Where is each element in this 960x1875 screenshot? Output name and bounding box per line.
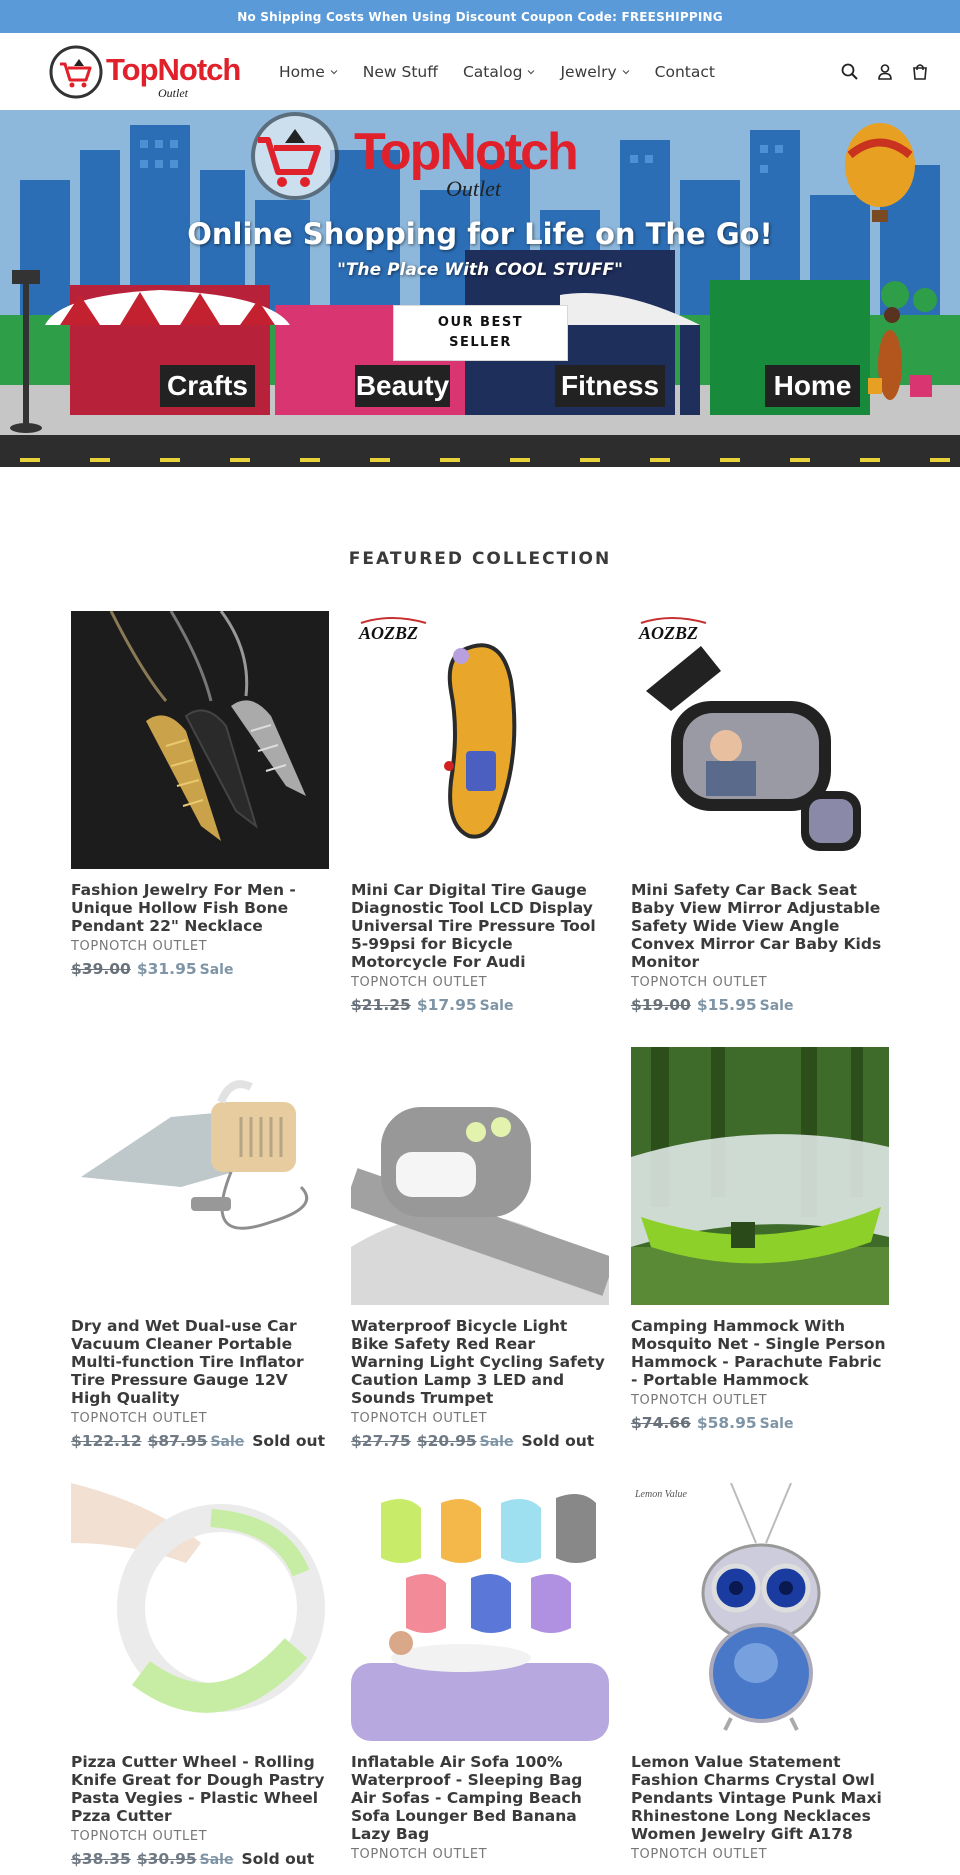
product-image[interactable] <box>351 611 609 869</box>
product-title[interactable]: Mini Safety Car Back Seat Baby View Mirror Adjustable Safety Wide View Angle Convex Mirror Car Baby Kids Monitor <box>631 881 882 971</box>
product-vendor: TOPNOTCH OUTLET <box>351 1411 488 1426</box>
product-title[interactable]: Waterproof Bicycle Light Bike Safety Red Rear Warning Light Cycling Safety Caution Lamp 3 LED and Sounds Trumpet <box>351 1317 605 1407</box>
sale-label: Sale <box>479 998 514 1014</box>
logo-sub: Outlet <box>158 86 188 100</box>
product-price <box>71 1432 329 1450</box>
sale-label: Sale <box>759 1416 794 1432</box>
product-image[interactable] <box>351 1483 609 1741</box>
product-price <box>351 996 609 1014</box>
store-sign-crafts: Crafts <box>167 370 248 401</box>
product-image[interactable] <box>631 1483 889 1741</box>
product-price <box>631 1414 889 1432</box>
sale-label: Sale <box>759 998 794 1014</box>
hero-logo-text: TopNotch <box>354 123 577 181</box>
brand-label: AOZBZ <box>639 623 699 643</box>
regular-price: $39.00 <box>71 960 131 978</box>
chevron-down-icon <box>622 68 630 76</box>
sale-price: $15.95 <box>696 996 757 1014</box>
store-sign-fitness: Fitness <box>560 370 660 401</box>
hero-title: Online Shopping for Life on The Go! <box>187 217 773 251</box>
product-price <box>71 1850 329 1868</box>
regular-price: $21.25 <box>351 996 411 1014</box>
featured-collection-title: FEATURED COLLECTION <box>348 549 612 569</box>
regular-price: $27.75 <box>351 1432 411 1450</box>
chevron-down-icon <box>330 68 338 76</box>
product-vendor: TOPNOTCH OUTLET <box>71 939 208 954</box>
product-image[interactable] <box>631 1047 889 1305</box>
sale-label: Sale <box>199 1852 234 1868</box>
product-card[interactable] <box>71 1047 329 1450</box>
account-icon[interactable] <box>875 62 895 82</box>
main-nav <box>279 33 740 110</box>
product-vendor: TOPNOTCH OUTLET <box>71 1829 208 1844</box>
product-card[interactable] <box>351 1483 609 1862</box>
logo-name: TopNotch <box>106 52 241 87</box>
chevron-down-icon <box>527 68 535 76</box>
product-image[interactable] <box>71 611 329 869</box>
product-vendor: TOPNOTCH OUTLET <box>631 975 768 990</box>
logo-text <box>106 44 256 100</box>
product-vendor: TOPNOTCH OUTLET <box>631 1847 768 1862</box>
sale-label: Sale <box>199 962 234 978</box>
product-price <box>71 960 329 978</box>
regular-price: $122.12 <box>71 1432 142 1450</box>
nav-label: Home <box>279 62 325 81</box>
regular-price: $38.35 <box>71 1850 131 1868</box>
nav-label: Jewelry <box>560 62 617 81</box>
cart-logo-icon <box>48 44 104 100</box>
nav-label: Catalog <box>462 62 523 81</box>
product-title[interactable]: Pizza Cutter Wheel - Rolling Knife Great for Dough Pastry Pasta Vegies - Plastic Wheel Pzza Cutter <box>71 1753 325 1825</box>
product-vendor: TOPNOTCH OUTLET <box>631 1393 768 1408</box>
search-icon[interactable] <box>840 62 860 82</box>
product-title[interactable]: Camping Hammock With Mosquito Net - Single Person Hammock - Parachute Fabric - Portable Hammock <box>631 1317 886 1389</box>
product-card[interactable] <box>351 611 609 1014</box>
regular-price: $74.66 <box>631 1414 691 1432</box>
sold-out-label: Sold out <box>521 1432 595 1450</box>
hero-logo-sub: Outlet <box>446 176 501 201</box>
store-sign-beauty: Beauty <box>355 370 450 401</box>
sale-price: $58.95 <box>696 1414 757 1432</box>
product-vendor: TOPNOTCH OUTLET <box>351 1847 488 1862</box>
header-icons <box>825 33 930 110</box>
nav-new-stuff[interactable] <box>363 63 438 81</box>
product-image[interactable] <box>631 611 889 869</box>
nav-label: Contact <box>654 62 715 81</box>
product-card[interactable] <box>71 1483 329 1868</box>
best-seller-button[interactable] <box>393 305 568 361</box>
product-image[interactable] <box>71 1483 329 1741</box>
product-title[interactable]: Lemon Value Statement Fashion Charms Crystal Owl Pendants Vintage Punk Maxi Rhinestone Long Necklaces Women Jewelry Gift A178 <box>631 1753 882 1843</box>
brand-label: Lemon Value <box>635 1489 687 1500</box>
product-card[interactable] <box>631 611 889 1014</box>
site-logo[interactable] <box>48 44 258 100</box>
product-price <box>351 1432 609 1450</box>
nav-home[interactable] <box>279 63 338 81</box>
product-price <box>631 996 889 1014</box>
nav-catalog[interactable] <box>463 63 536 81</box>
product-vendor: TOPNOTCH OUTLET <box>71 1411 208 1426</box>
product-card[interactable] <box>71 611 329 978</box>
product-card[interactable] <box>631 1047 889 1432</box>
nav-jewelry[interactable] <box>560 63 629 81</box>
sale-price: $30.95 <box>136 1850 197 1868</box>
sale-price: $20.95 <box>416 1432 477 1450</box>
brand-label: AOZBZ <box>359 623 419 643</box>
cart-icon[interactable] <box>910 62 930 82</box>
product-card[interactable] <box>631 1483 889 1862</box>
product-title[interactable]: Fashion Jewelry For Men - Unique Hollow Fish Bone Pendant 22" Necklace <box>71 881 296 935</box>
sale-label: Sale <box>479 1434 514 1450</box>
nav-label: New Stuff <box>362 62 438 81</box>
sold-out-label: Sold out <box>241 1850 315 1868</box>
sale-label: Sale <box>210 1434 245 1450</box>
hero-banner <box>0 110 960 467</box>
product-title[interactable]: Inflatable Air Sofa 100% Waterproof - Sleeping Bag Air Sofas - Camping Beach Sofa Lounger Bed Banana Lazy Bag <box>351 1753 583 1843</box>
hero-subtitle: "The Place With COOL STUFF" <box>337 260 623 280</box>
announcement-bar: No Shipping Costs When Using Discount Coupon Code: FREESHIPPING <box>0 0 960 33</box>
sold-out-label: Sold out <box>252 1432 325 1450</box>
nav-contact[interactable] <box>655 63 715 81</box>
product-image[interactable] <box>71 1047 329 1305</box>
sale-price: $87.95 <box>147 1432 208 1450</box>
product-card[interactable] <box>351 1047 609 1450</box>
regular-price: $19.00 <box>631 996 691 1014</box>
best-seller-button-label: OUR BEST SELLER <box>437 315 524 350</box>
product-image[interactable] <box>351 1047 609 1305</box>
sale-price: $17.95 <box>416 996 477 1014</box>
product-vendor: TOPNOTCH OUTLET <box>351 975 488 990</box>
site-header <box>0 33 960 110</box>
product-title[interactable]: Mini Car Digital Tire Gauge Diagnostic Tool LCD Display Universal Tire Pressure Tool 5-99psi for Bicycle Motorcycle For Audi <box>351 881 596 971</box>
store-sign-home: Home <box>773 370 852 401</box>
product-title[interactable]: Dry and Wet Dual-use Car Vacuum Cleaner Portable Multi-function Tire Inflator Tire Pressure Gauge 12V High Quality <box>71 1317 304 1407</box>
sale-price: $31.95 <box>136 960 197 978</box>
